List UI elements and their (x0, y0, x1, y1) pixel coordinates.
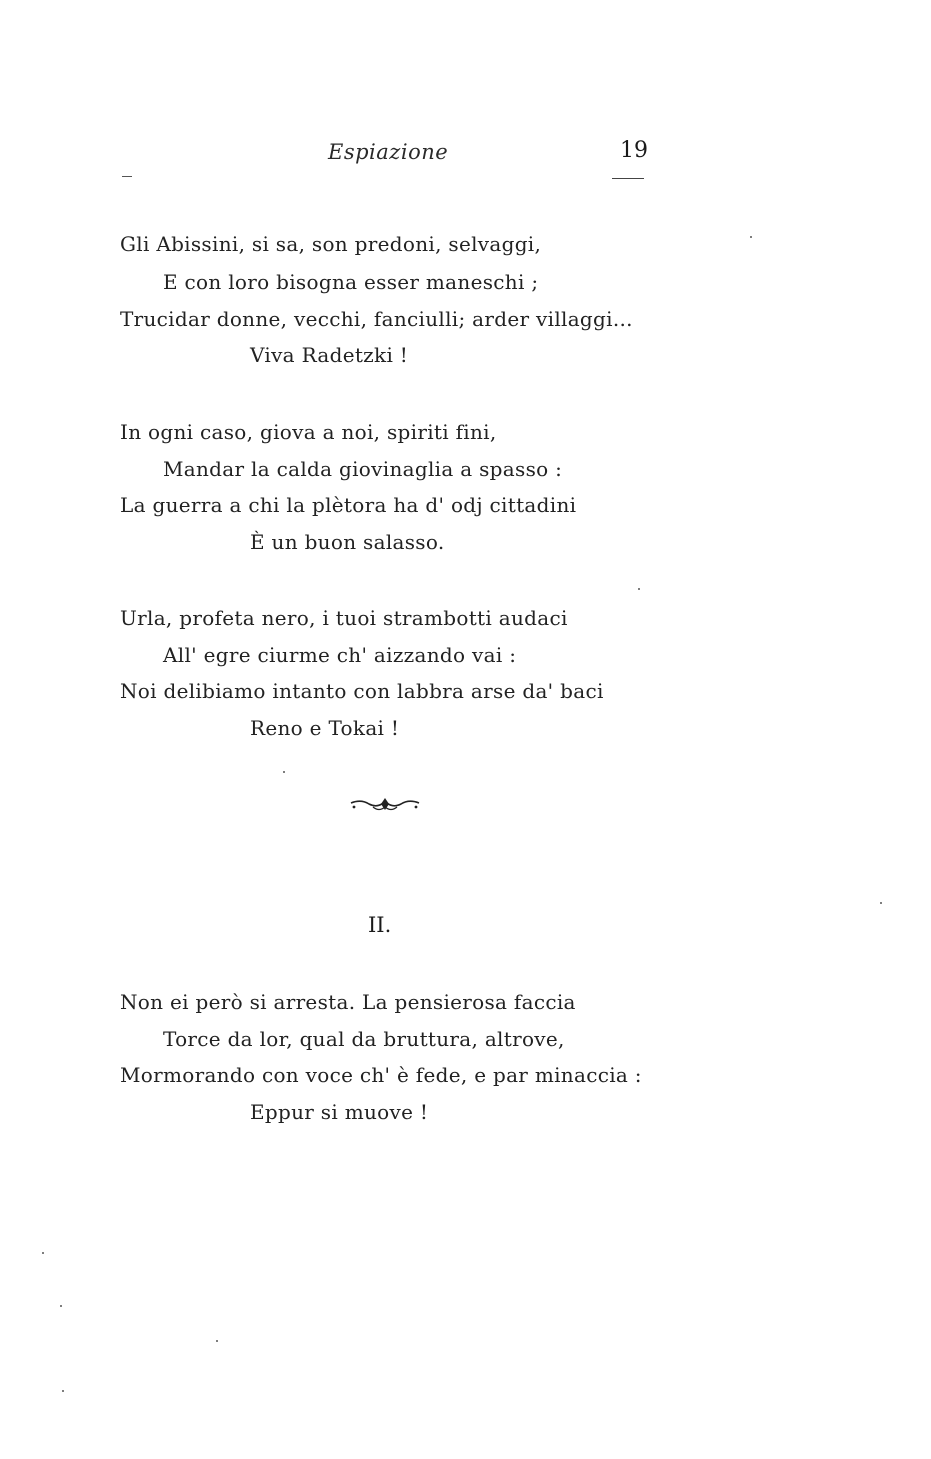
poem-line: Torce da lor, qual da bruttura, altrove, (163, 1027, 565, 1051)
running-head (0, 140, 931, 170)
print-speck (638, 588, 640, 590)
print-speck (750, 236, 752, 238)
section-number: II. (368, 913, 392, 937)
running-title: Espiazione (328, 140, 449, 164)
poem-line: Mormorando con voce ch' è fede, e par minaccia : (120, 1063, 642, 1087)
page-number: 19 (620, 138, 648, 163)
poem-line: Mandar la calda giovinaglia a spasso : (163, 457, 563, 481)
header-rule-left (122, 176, 132, 177)
poem-line: Non ei però si arresta. La pensierosa faccia (120, 990, 576, 1014)
print-speck (283, 771, 285, 773)
poem-line: Eppur si muove ! (250, 1100, 429, 1124)
print-speck (216, 1340, 218, 1342)
print-speck (60, 1305, 62, 1307)
header-rule-right (612, 178, 644, 179)
poem-line: All' egre ciurme ch' aizzando vai : (163, 643, 517, 667)
poem-line: Trucidar donne, vecchi, fanciulli; arder villaggi... (120, 307, 633, 331)
print-speck (880, 902, 882, 904)
poem-line: La guerra a chi la plètora ha d' odj cittadini (120, 493, 577, 517)
poem-line: È un buon salasso. (250, 530, 445, 554)
poem-line: Urla, profeta nero, i tuoi strambotti audaci (120, 606, 568, 630)
print-speck (42, 1252, 44, 1254)
poem-line: Gli Abissini, si sa, son predoni, selvaggi, (120, 232, 542, 256)
poem-line: Viva Radetzki ! (250, 343, 409, 367)
poem-line: In ogni caso, giova a noi, spiriti fini, (120, 420, 497, 444)
poem-line: Noi delibiamo intanto con labbra arse da' baci (120, 679, 604, 703)
poem-line: Reno e Tokai ! (250, 716, 400, 740)
print-speck (62, 1390, 64, 1392)
poem-line: E con loro bisogna esser maneschi ; (163, 270, 539, 294)
fleuron-ornament (349, 795, 421, 813)
